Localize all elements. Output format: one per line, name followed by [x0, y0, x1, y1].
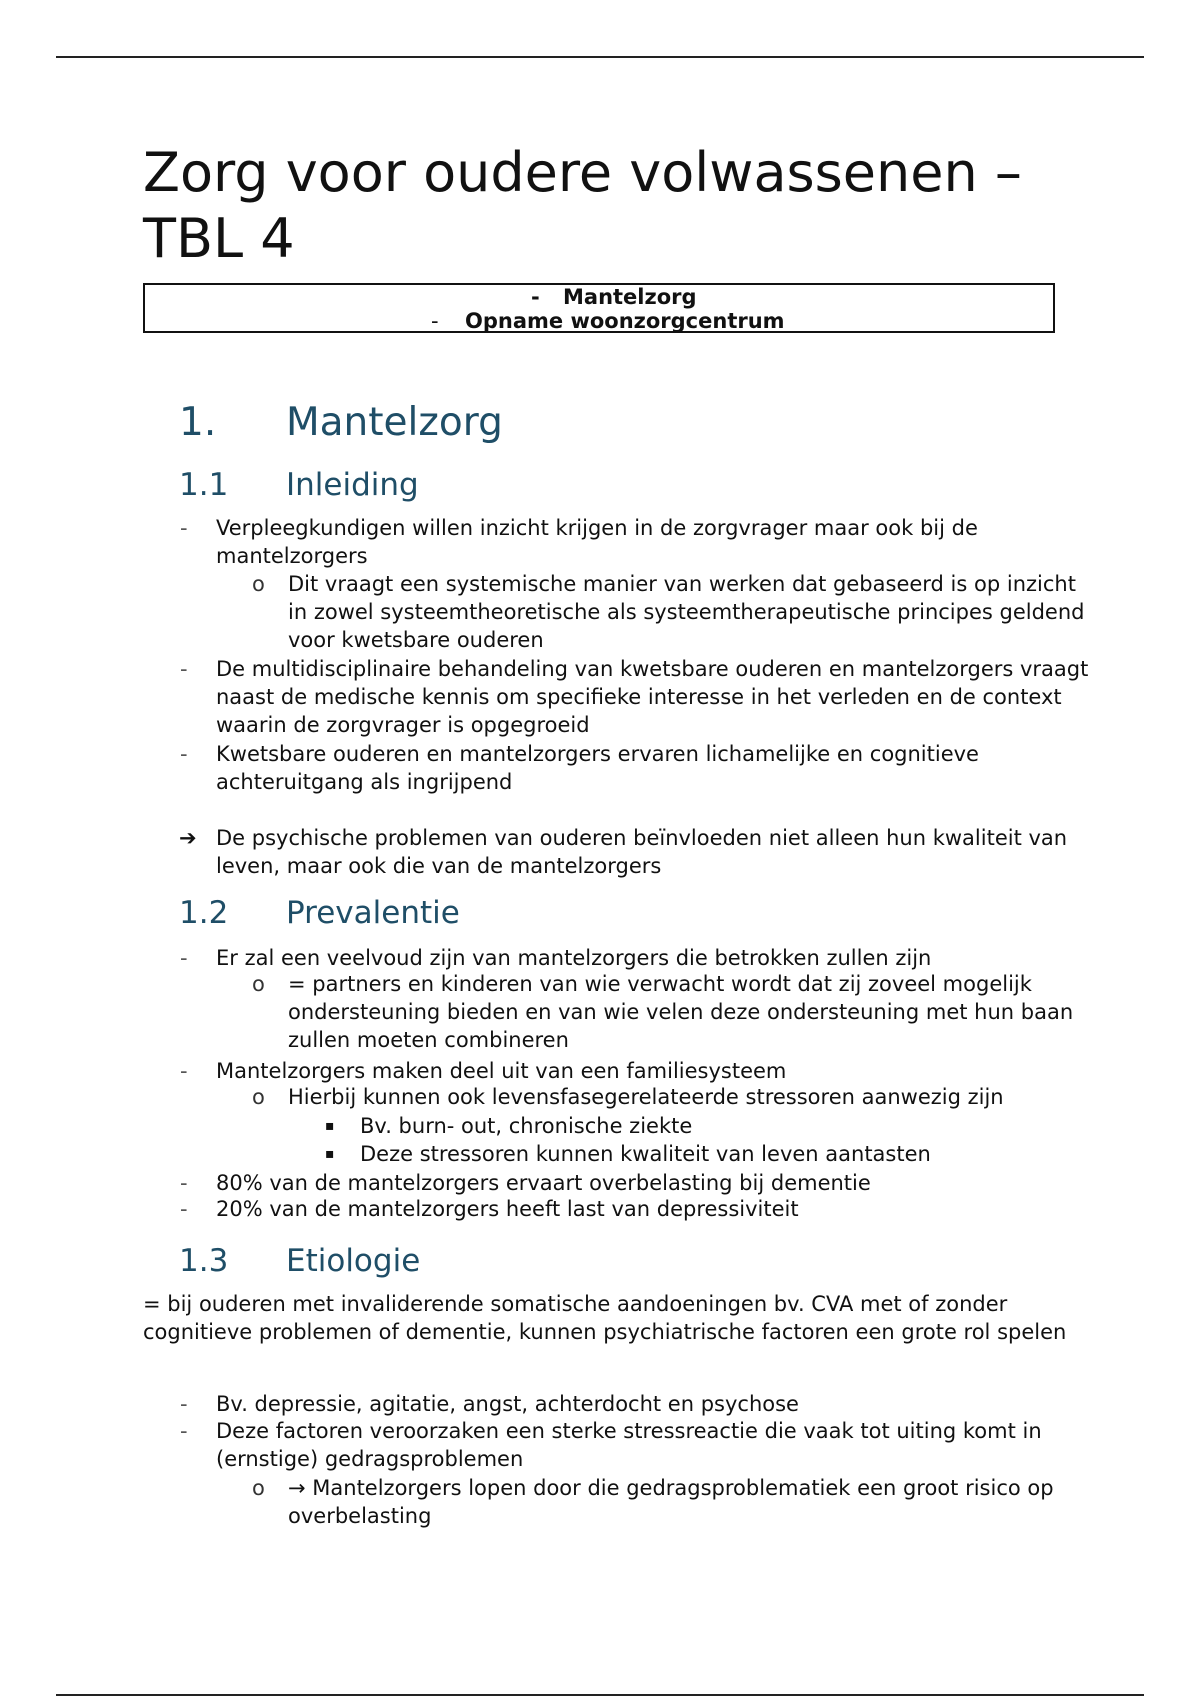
dash-bullet: -: [180, 1059, 188, 1083]
square-bullet: ▪: [325, 1118, 335, 1134]
list-item: Deze factoren veroorzaken een sterke stressreactie die vaak tot uiting komt in (ernstige) gedragsproblemen: [216, 1419, 1042, 1471]
list-item: Bv. burn- out, chronische ziekte: [360, 1114, 693, 1138]
document-title: Zorg voor oudere volwassenen – TBL 4: [143, 141, 1022, 270]
conclusion-text: De psychische problemen van ouderen beïnvloeden niet alleen hun kwaliteit van leven, maar ook die van de mantelzorgers: [216, 826, 1068, 878]
list-item: De multidisciplinaire behandeling van kwetsbare ouderen en mantelzorgers vraagt naast de medische kennis om specifieke interesse in het verleden en de context waarin de zorgvrager is opgegroeid: [216, 657, 1089, 737]
list-item: Deze stressoren kunnen kwaliteit van leven aantasten: [360, 1142, 931, 1166]
dash-bullet: -: [180, 657, 188, 681]
subsection-title: Inleiding: [286, 467, 419, 503]
circle-bullet: o: [252, 1085, 265, 1109]
list-item: 80% van de mantelzorgers ervaart overbelasting bij dementie: [216, 1171, 871, 1195]
dash-bullet: -: [180, 1392, 188, 1416]
list-item: Mantelzorgers maken deel uit van een familiesysteem: [216, 1059, 787, 1083]
toc-bullet: -: [431, 309, 439, 333]
subsection-heading: [179, 1242, 420, 1280]
toc-item-label: Opname woonzorgcentrum: [465, 309, 785, 333]
list-item: Kwetsbare ouderen en mantelzorgers ervaren lichamelijke en cognitieve achteruitgang als ingrijpend: [216, 742, 979, 794]
square-bullet: ▪: [325, 1146, 335, 1162]
list-item: Hierbij kunnen ook levensfasegerelateerde stressoren aanwezig zijn: [288, 1085, 1004, 1109]
dash-bullet: -: [180, 1171, 188, 1195]
toc-item: [431, 309, 785, 333]
toc-item: [531, 285, 697, 309]
dash-bullet: -: [180, 1419, 188, 1443]
toc-item-label: Mantelzorg: [563, 285, 697, 309]
section-heading: [179, 400, 503, 446]
subsection-heading: [179, 894, 460, 932]
circle-bullet: o: [252, 572, 265, 596]
subsection-heading: [179, 466, 419, 504]
dash-bullet: -: [180, 742, 188, 766]
list-item: 20% van de mantelzorgers heeft last van depressiviteit: [216, 1197, 799, 1221]
list-item: Bv. depressie, agitatie, angst, achterdocht en psychose: [216, 1392, 799, 1416]
list-item: → Mantelzorgers lopen door die gedragsproblematiek een groot risico op overbelasting: [288, 1476, 1054, 1528]
arrow-icon: ➔: [179, 826, 197, 850]
subsection-number: 1.1: [179, 467, 229, 503]
list-item: Dit vraagt een systemische manier van werken dat gebaseerd is op inzicht in zowel systeemtheoretische als systeemtherapeutische principes geldend voor kwetsbare ouderen: [288, 572, 1085, 652]
table-of-contents-box: [143, 283, 1055, 333]
subsection-title: Prevalentie: [286, 895, 460, 931]
section-title: Mantelzorg: [286, 400, 503, 445]
section-number: 1.: [179, 400, 217, 445]
subsection-number: 1.3: [179, 1243, 229, 1279]
circle-bullet: o: [252, 1476, 265, 1500]
toc-bullet: -: [531, 285, 540, 309]
footer-rule: [56, 1694, 1144, 1696]
subsection-title: Etiologie: [286, 1243, 421, 1279]
list-item: Verpleegkundigen willen inzicht krijgen in de zorgvrager maar ook bij de mantelzorgers: [216, 516, 978, 568]
dash-bullet: -: [180, 516, 188, 540]
list-item: = partners en kinderen van wie verwacht wordt dat zij zoveel mogelijk ondersteuning bieden en van wie velen deze ondersteuning met hun baan zullen moeten combineren: [288, 972, 1074, 1052]
dash-bullet: -: [180, 1197, 188, 1221]
subsection-number: 1.2: [179, 895, 229, 931]
list-item: Er zal een veelvoud zijn van mantelzorgers die betrokken zullen zijn: [216, 946, 932, 970]
paragraph: = bij ouderen met invaliderende somatische aandoeningen bv. CVA met of zonder cognitieve problemen of dementie, kunnen psychiatrische factoren een grote rol spelen: [143, 1292, 1067, 1344]
dash-bullet: -: [180, 946, 188, 970]
header-rule: [56, 56, 1144, 58]
circle-bullet: o: [252, 972, 265, 996]
